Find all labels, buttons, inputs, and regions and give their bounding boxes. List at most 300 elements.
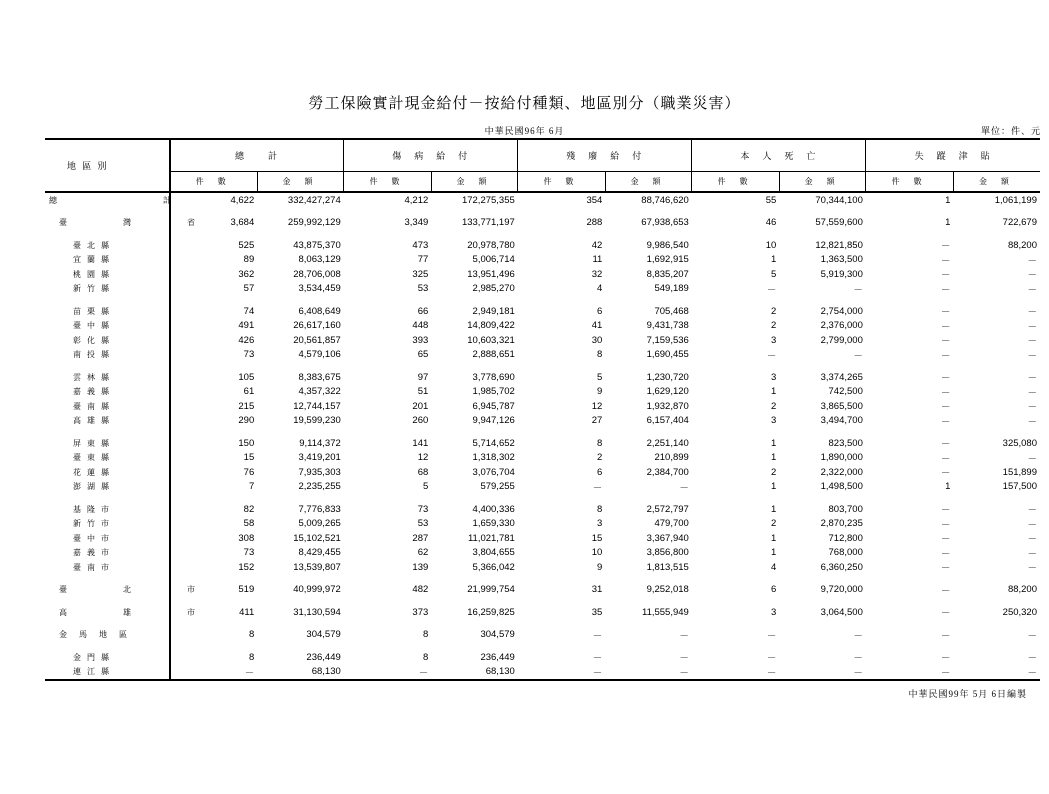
amount-cell: 1,813,515 — [646, 561, 689, 573]
count-cell: 393 — [412, 334, 429, 346]
count-cell: 51 — [417, 386, 429, 398]
table-row — [45, 451, 1040, 466]
amount-cell: 6,157,404 — [646, 415, 689, 427]
count-cell: 42 — [591, 239, 603, 251]
group-header-injury: 傷 病 給 付 — [344, 139, 518, 172]
count-cell: 1 — [945, 194, 951, 206]
region-name: 雲林縣 — [45, 370, 170, 385]
count-cell: － — [592, 653, 603, 665]
report-title: 勞工保險實計現金給付－按給付種類、地區別分（職業災害） — [308, 96, 741, 112]
table-row — [45, 304, 1040, 319]
count-header: 件 數 — [170, 172, 258, 193]
count-cell: 325 — [412, 268, 429, 280]
count-cell: 519 — [238, 584, 255, 596]
count-cell: 491 — [238, 320, 255, 332]
count-cell: 6 — [597, 305, 603, 317]
amount-cell: 768,000 — [828, 547, 863, 559]
amount-cell: 1,363,500 — [820, 254, 863, 266]
amount-cell: 3,534,459 — [298, 283, 341, 295]
amount-cell: － — [779, 665, 866, 681]
table-row — [45, 546, 1040, 561]
amount-cell: － — [605, 665, 692, 681]
amount-cell: － — [853, 284, 863, 296]
amount-cell: 304,579 — [306, 629, 341, 641]
region-name: 臺 北 市 — [45, 583, 170, 598]
count-cell: 2 — [597, 452, 603, 464]
table-row — [45, 605, 1040, 620]
row-spacer — [45, 296, 1040, 304]
amount-header: 金 額 — [257, 172, 344, 193]
amount-cell: 1,629,120 — [646, 386, 689, 398]
amount-header: 金 額 — [953, 172, 1040, 193]
count-cell: 3 — [771, 371, 777, 383]
amount-cell: 1,690,455 — [646, 349, 689, 361]
count-cell: － — [940, 336, 951, 348]
count-cell: － — [940, 453, 951, 465]
amount-cell: － — [1027, 653, 1037, 665]
amount-cell: 3,778,690 — [472, 371, 515, 383]
count-cell: － — [940, 255, 951, 267]
region-name: 高 雄 市 — [45, 605, 170, 620]
amount-cell: 67,938,653 — [641, 217, 689, 229]
row-spacer — [45, 642, 1040, 650]
amount-cell: 803,700 — [828, 503, 863, 515]
amount-cell: 151,899 — [1002, 466, 1037, 478]
group-header-disability: 殘 廢 給 付 — [518, 139, 692, 172]
amount-cell: － — [1027, 416, 1037, 428]
count-cell: 66 — [417, 305, 429, 317]
count-cell: － — [940, 548, 951, 560]
amount-cell: 705,468 — [654, 305, 689, 317]
amount-cell: 12,821,850 — [815, 239, 863, 251]
amount-cell: 3,804,655 — [472, 547, 515, 559]
count-cell: 3,349 — [404, 217, 429, 229]
count-cell: 10 — [591, 547, 603, 559]
amount-cell: 2,251,140 — [646, 437, 689, 449]
count-cell: 73 — [243, 547, 255, 559]
region-name: 臺中市 — [45, 531, 170, 546]
row-spacer — [45, 208, 1040, 216]
count-cell: － — [940, 270, 951, 282]
count-cell: 201 — [412, 400, 429, 412]
table-row — [45, 282, 1040, 297]
amount-cell: 172,275,355 — [461, 194, 515, 206]
amount-cell: 8,429,455 — [298, 547, 341, 559]
count-cell: － — [940, 439, 951, 451]
amount-cell: 1,498,500 — [820, 481, 863, 493]
amount-cell: － — [853, 653, 863, 665]
count-cell: － — [766, 350, 777, 362]
table-row — [45, 436, 1040, 451]
count-cell: 1 — [771, 532, 777, 544]
count-cell: － — [940, 534, 951, 546]
count-cell: 150 — [238, 437, 255, 449]
amount-cell: 11,555,949 — [641, 606, 689, 618]
amount-cell: 68,130 — [257, 665, 344, 681]
count-cell: 10 — [765, 239, 777, 251]
count-cell: － — [940, 387, 951, 399]
region-name: 花蓮縣 — [45, 465, 170, 480]
count-cell: 2 — [771, 320, 777, 332]
header-row-subcolumns — [45, 172, 1040, 193]
amount-cell: 579,255 — [480, 481, 515, 493]
amount-cell: 20,978,780 — [467, 239, 515, 251]
amount-cell: 13,539,807 — [293, 561, 341, 573]
count-cell: 3 — [597, 518, 603, 530]
count-cell: 41 — [591, 320, 603, 332]
region-name: 金門縣 — [45, 650, 170, 665]
row-spacer — [45, 428, 1040, 436]
amount-cell: 1,659,330 — [472, 518, 515, 530]
row-spacer — [45, 575, 1040, 583]
amount-cell: 43,875,370 — [293, 239, 341, 251]
header-row-groups — [45, 139, 1040, 172]
amount-cell: 57,559,600 — [815, 217, 863, 229]
amount-cell: 15,102,521 — [293, 532, 341, 544]
amount-cell: 549,189 — [654, 283, 689, 295]
amount-cell: 26,617,160 — [293, 320, 341, 332]
count-cell: 8 — [248, 651, 255, 663]
amount-cell: 236,449 — [306, 651, 341, 663]
amount-cell: － — [1027, 505, 1037, 517]
region-name: 臺 灣 省 — [45, 216, 170, 231]
count-cell: 1 — [771, 254, 777, 266]
amount-cell: 1,318,302 — [472, 452, 515, 464]
count-cell: － — [592, 482, 603, 494]
amount-cell: － — [1027, 307, 1037, 319]
region-name: 臺南縣 — [45, 399, 170, 414]
group-header-death: 本 人 死 亡 — [692, 139, 866, 172]
amount-cell: 325,080 — [1002, 437, 1037, 449]
count-cell: 30 — [591, 334, 603, 346]
count-cell: 3,684 — [230, 217, 255, 229]
amount-cell: 479,700 — [654, 518, 689, 530]
amount-cell: 9,252,018 — [646, 584, 689, 596]
amount-cell: 2,322,000 — [820, 466, 863, 478]
table-row — [45, 370, 1040, 385]
region-name: 彰化縣 — [45, 333, 170, 348]
count-cell: 1 — [771, 481, 777, 493]
amount-cell: 88,746,620 — [641, 194, 689, 206]
region-name: 新竹市 — [45, 517, 170, 532]
count-cell: 105 — [238, 371, 255, 383]
count-cell: 308 — [238, 532, 255, 544]
table-row — [45, 517, 1040, 532]
amount-cell: 5,919,300 — [820, 268, 863, 280]
count-cell: － — [592, 630, 603, 642]
count-cell: － — [940, 321, 951, 333]
count-cell: 6 — [771, 584, 777, 596]
count-cell: － — [940, 563, 951, 575]
count-cell: 373 — [412, 606, 429, 618]
count-cell: 5 — [597, 371, 603, 383]
count-cell: 9 — [597, 561, 603, 573]
count-header: 件 數 — [866, 172, 954, 193]
count-header: 件 數 — [344, 172, 432, 193]
amount-cell: 2,949,181 — [472, 305, 515, 317]
amount-cell: 742,500 — [828, 386, 863, 398]
amount-cell: － — [1027, 255, 1037, 267]
count-cell: 73 — [417, 503, 429, 515]
region-name: 嘉義縣 — [45, 385, 170, 400]
amount-cell: 9,720,000 — [820, 584, 863, 596]
amount-cell: 210,899 — [654, 452, 689, 464]
amount-cell: 9,114,372 — [299, 437, 341, 449]
amount-cell: 11,021,781 — [467, 532, 515, 544]
count-cell: 1 — [771, 503, 777, 515]
count-cell: 4 — [597, 283, 603, 295]
region-name: 澎湖縣 — [45, 480, 170, 495]
amount-cell: 21,999,754 — [467, 584, 515, 596]
region-name: 宜蘭縣 — [45, 253, 170, 268]
amount-cell: 3,374,265 — [820, 371, 863, 383]
count-cell: 15 — [591, 532, 603, 544]
amount-cell: 5,714,652 — [472, 437, 515, 449]
amount-cell: 3,419,201 — [298, 452, 341, 464]
count-cell: 82 — [243, 503, 255, 515]
amount-cell: 236,449 — [480, 651, 515, 663]
amount-cell: 9,947,126 — [472, 415, 515, 427]
count-cell: 76 — [243, 466, 255, 478]
amount-cell: 16,259,825 — [467, 606, 515, 618]
report-period: 中華民國96年 6月 — [484, 126, 565, 136]
count-cell: － — [692, 665, 780, 681]
amount-cell: 1,692,915 — [646, 254, 689, 266]
count-cell: 53 — [417, 518, 429, 530]
table-row — [45, 665, 1040, 681]
amount-cell: － — [1027, 519, 1037, 531]
region-name: 連江縣 — [45, 665, 170, 681]
count-cell: － — [940, 402, 951, 414]
count-cell: 73 — [243, 349, 255, 361]
amount-cell: － — [679, 482, 689, 494]
amount-cell: 31,130,594 — [293, 606, 341, 618]
count-cell: 139 — [412, 561, 429, 573]
amount-cell: 88,200 — [1007, 584, 1037, 596]
amount-cell: 1,890,000 — [820, 452, 863, 464]
amount-cell: － — [1027, 630, 1037, 642]
amount-cell: － — [679, 630, 689, 642]
count-cell: 2 — [771, 466, 777, 478]
count-cell: 1 — [771, 547, 777, 559]
amount-cell: － — [1027, 270, 1037, 282]
count-cell: － — [940, 307, 951, 319]
count-cell: 89 — [243, 254, 255, 266]
amount-cell: 1,985,702 — [472, 386, 515, 398]
count-cell: － — [940, 241, 951, 253]
region-name: 嘉義市 — [45, 546, 170, 561]
count-header: 件 數 — [518, 172, 606, 193]
amount-cell: 28,706,008 — [293, 268, 341, 280]
amount-cell: － — [1027, 563, 1037, 575]
count-cell: 5 — [422, 481, 429, 493]
row-spacer — [45, 597, 1040, 605]
amount-cell: － — [1027, 453, 1037, 465]
amount-cell: － — [1027, 350, 1037, 362]
amount-cell: 304,579 — [480, 629, 515, 641]
count-cell: － — [940, 608, 951, 620]
region-name: 臺東縣 — [45, 451, 170, 466]
amount-cell: 20,561,857 — [293, 334, 341, 346]
count-cell: 2 — [771, 305, 777, 317]
count-cell: 53 — [417, 283, 429, 295]
row-spacer — [45, 230, 1040, 238]
row-spacer — [45, 494, 1040, 502]
table-row — [45, 414, 1040, 429]
count-cell: 152 — [238, 561, 255, 573]
unit-label: 單位：件、元 — [980, 126, 1041, 136]
amount-cell: 10,603,321 — [467, 334, 515, 346]
amount-cell: 2,376,000 — [820, 320, 863, 332]
amount-cell: 8,063,129 — [298, 254, 341, 266]
table-row — [45, 480, 1040, 495]
count-cell: 426 — [238, 334, 255, 346]
count-cell: － — [940, 505, 951, 517]
table-row — [45, 531, 1040, 546]
count-cell: － — [940, 630, 951, 642]
amount-header: 金 額 — [779, 172, 866, 193]
count-cell: － — [766, 284, 777, 296]
amount-cell: 6,945,787 — [472, 400, 515, 412]
region-name: 金馬地區 — [45, 628, 170, 643]
amount-cell: 3,076,704 — [472, 466, 515, 478]
table-row — [45, 238, 1040, 253]
count-cell: 1 — [771, 452, 777, 464]
count-cell: 11 — [592, 254, 603, 266]
amount-cell: 4,579,106 — [298, 349, 341, 361]
count-cell: 2 — [771, 518, 777, 530]
amount-cell: 2,985,270 — [472, 283, 515, 295]
amount-cell: 722,679 — [1002, 217, 1037, 229]
amount-cell: 4,357,322 — [298, 386, 341, 398]
amount-cell: 8,835,207 — [646, 268, 689, 280]
count-cell: 141 — [412, 437, 429, 449]
amount-cell: － — [1027, 284, 1037, 296]
table-row — [45, 216, 1040, 231]
amount-cell: 3,494,700 — [820, 415, 863, 427]
region-name: 基隆市 — [45, 502, 170, 517]
amount-cell: － — [1027, 336, 1037, 348]
count-cell: 2 — [771, 400, 777, 412]
amount-cell: 70,344,100 — [815, 194, 863, 206]
count-cell: 8 — [422, 651, 429, 663]
count-cell: 6 — [597, 466, 603, 478]
amount-cell: 40,999,972 — [293, 584, 341, 596]
count-cell: 35 — [591, 606, 603, 618]
table-row — [45, 628, 1040, 643]
table-row — [45, 583, 1040, 598]
count-cell: － — [766, 653, 777, 665]
amount-cell: 823,500 — [828, 437, 863, 449]
region-name: 苗栗縣 — [45, 304, 170, 319]
amount-cell: 2,384,700 — [646, 466, 689, 478]
count-cell: － — [940, 653, 951, 665]
count-cell: 65 — [417, 349, 429, 361]
count-cell: － — [866, 665, 954, 681]
count-cell: － — [344, 665, 432, 681]
region-name: 臺南市 — [45, 560, 170, 575]
count-cell: 260 — [412, 415, 429, 427]
count-cell: 287 — [412, 532, 429, 544]
amount-cell: 1,230,720 — [646, 371, 689, 383]
region-name: 高雄縣 — [45, 414, 170, 429]
table-row — [45, 385, 1040, 400]
count-cell: － — [940, 519, 951, 531]
count-cell: 4 — [771, 561, 777, 573]
amount-cell: 14,809,422 — [467, 320, 515, 332]
amount-cell: 9,986,540 — [646, 239, 689, 251]
count-cell: 5 — [771, 268, 777, 280]
count-cell: 8 — [248, 629, 255, 641]
count-cell: 448 — [412, 320, 429, 332]
count-cell: － — [518, 665, 606, 681]
amount-cell: － — [853, 350, 863, 362]
table-row — [45, 253, 1040, 268]
count-cell: 411 — [239, 606, 255, 618]
amount-cell: 133,771,197 — [461, 217, 515, 229]
count-cell: － — [940, 373, 951, 385]
amount-cell: 5,006,714 — [472, 254, 515, 266]
amount-cell: 2,799,000 — [820, 334, 863, 346]
count-cell: 12 — [417, 452, 429, 464]
amount-header: 金 額 — [431, 172, 518, 193]
amount-cell: 259,992,129 — [287, 217, 341, 229]
region-name: 總 計 — [45, 192, 170, 208]
count-cell: 58 — [243, 518, 255, 530]
amount-cell: 2,572,797 — [646, 503, 689, 515]
amount-cell: 68,130 — [431, 665, 518, 681]
count-cell: 8 — [597, 437, 603, 449]
count-cell: 62 — [417, 547, 429, 559]
count-cell: 482 — [412, 584, 429, 596]
amount-cell: 5,009,265 — [298, 518, 341, 530]
count-cell: 473 — [412, 239, 429, 251]
count-cell: 1 — [771, 437, 777, 449]
count-cell: 15 — [243, 452, 255, 464]
amount-cell: 8,383,675 — [298, 371, 341, 383]
table-row — [45, 502, 1040, 517]
amount-cell: 712,800 — [828, 532, 863, 544]
table-row — [45, 650, 1040, 665]
amount-cell: － — [853, 630, 863, 642]
amount-cell: － — [679, 653, 689, 665]
amount-cell: 3,856,800 — [646, 547, 689, 559]
count-cell: 525 — [238, 239, 255, 251]
count-cell: 12 — [591, 400, 603, 412]
amount-cell: 7,159,536 — [646, 334, 689, 346]
count-cell: 74 — [243, 305, 255, 317]
count-cell: 8 — [597, 503, 603, 515]
amount-cell: 4,400,336 — [472, 503, 515, 515]
amount-cell: 9,431,738 — [646, 320, 689, 332]
count-header: 件 數 — [692, 172, 780, 193]
count-cell: 4,212 — [404, 194, 429, 206]
count-cell: 55 — [765, 194, 777, 206]
region-name: 屏東縣 — [45, 436, 170, 451]
row-spacer — [45, 620, 1040, 628]
count-cell: 27 — [591, 415, 603, 427]
count-cell: 4,622 — [230, 194, 255, 206]
count-cell: 1 — [945, 217, 951, 229]
table-row — [45, 348, 1040, 363]
amount-cell: 19,599,230 — [293, 415, 341, 427]
row-spacer — [45, 362, 1040, 370]
count-cell: 31 — [591, 584, 603, 596]
amount-cell: 2,754,000 — [820, 305, 863, 317]
count-cell: 9 — [597, 386, 603, 398]
count-cell: － — [940, 350, 951, 362]
amount-cell: － — [953, 665, 1040, 681]
